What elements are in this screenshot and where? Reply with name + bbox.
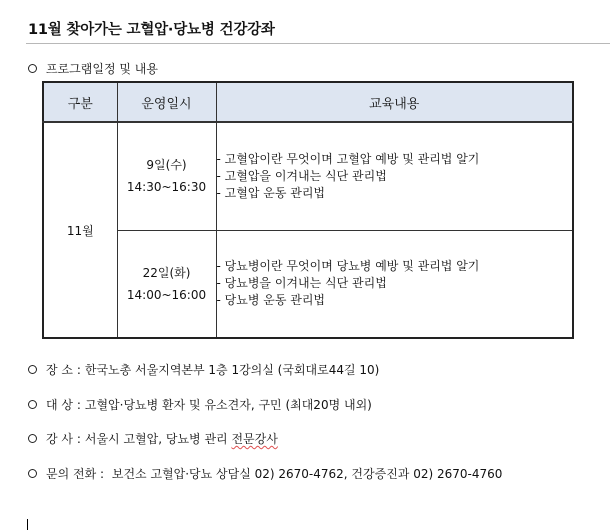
contact-line [28,465,502,482]
target-label: 대 상 : [46,398,81,412]
header-category: 구분 [43,82,117,122]
header-datetime: 운영일시 [117,82,216,122]
session-date: 22일(화) [142,265,191,280]
header-content: 교육내용 [216,82,573,122]
contact-label: 문의 전화 : [46,467,105,481]
schedule-table [42,81,574,339]
place-value: 한국노총 서울지역본부 1층 1강의실 (국회대로44길 10) [84,363,380,377]
bullet-circle-icon [28,365,37,374]
target-value: 고혈압·당뇨병 환자 및 유소견자, 구민 (최대20명 내외) [84,398,372,412]
page-title: 11월 찾아가는 고혈압·당뇨병 건강강좌 [28,22,275,38]
content-item: - 고혈압 운동 관리법 [216,185,326,200]
content-item: - 당뇨병이란 무엇이며 당뇨병 예방 및 관리법 알기 [216,259,480,274]
bullet-circle-icon [28,64,37,73]
program-heading-line [28,60,158,77]
place-label: 장 소 : [46,363,81,377]
lecturer-value-marked: 전문강사 [231,432,278,446]
place-line [28,361,379,378]
content-item: - 고혈압이란 무엇이며 고혈압 예방 및 관리법 알기 [216,151,480,166]
contact-value: 보건소 고혈압·당뇨 상담실 02) 2670-4762, 건강증진과 02) 2670-4760 [108,467,503,481]
session-content [216,122,573,230]
title-divider [26,43,610,44]
lecturer-value: 서울시 고혈압, 당뇨병 관리 [84,432,232,446]
content-item: - 당뇨병을 이겨내는 식단 관리법 [216,276,387,291]
month-cell: 11월 [43,122,117,338]
session-time: 14:30~16:30 [126,180,207,195]
lecturer-label: 강 사 : [46,432,81,446]
lecturer-line [28,430,278,447]
program-heading: 프로그램일정 및 내용 [46,62,158,76]
session-time: 14:00~16:00 [126,287,207,302]
text-cursor [27,519,28,530]
content-item: - 고혈압을 이겨내는 식단 관리법 [216,168,387,183]
table-row [43,122,573,230]
content-item: - 당뇨병 운동 관리법 [216,293,326,308]
session-content [216,230,573,338]
session-date: 9일(수) [146,158,187,173]
session-datetime [117,230,216,338]
session-datetime [117,122,216,230]
bullet-circle-icon [28,400,37,409]
target-line [28,396,372,413]
table-header-row [43,82,573,122]
table-row [43,230,573,338]
bullet-circle-icon [28,434,37,443]
bullet-circle-icon [28,469,37,478]
